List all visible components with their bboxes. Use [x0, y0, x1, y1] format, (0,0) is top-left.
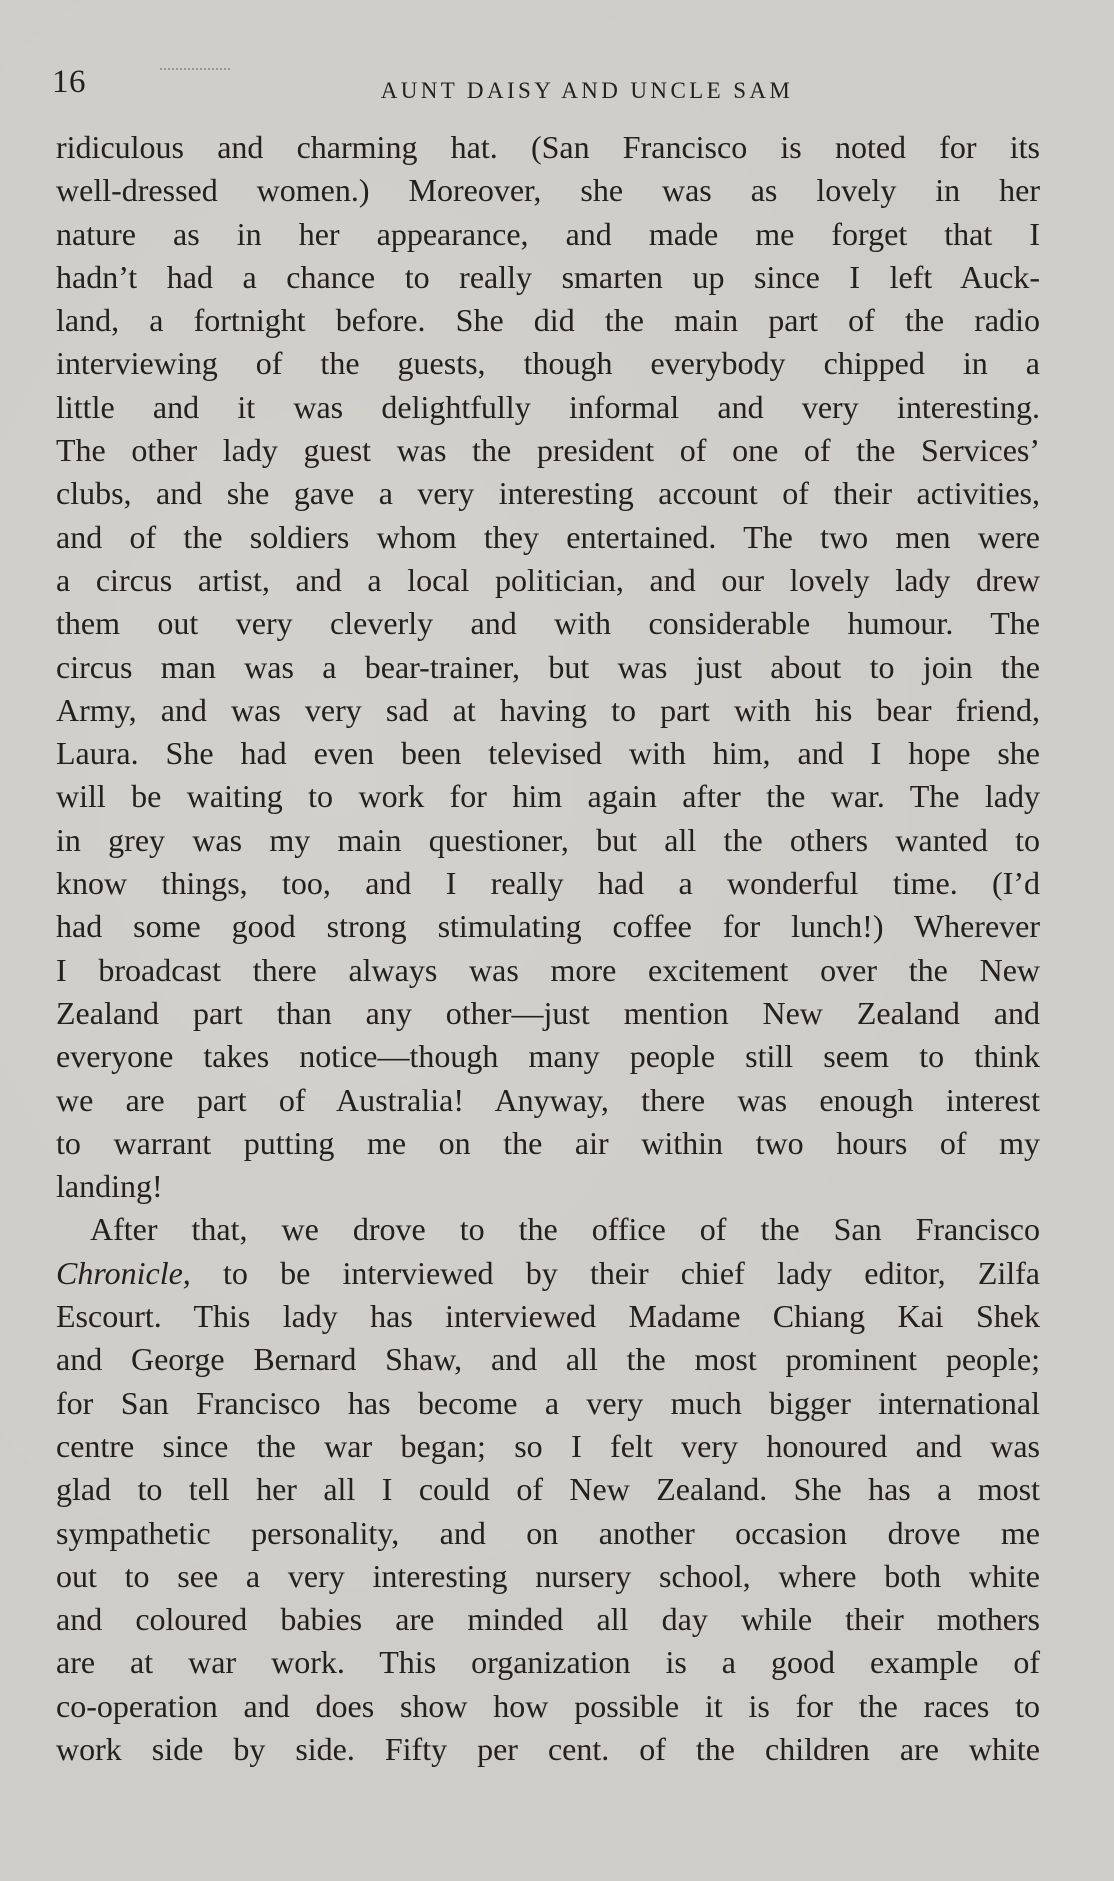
text-line: and of the soldiers whom they entertained. The two men were — [56, 518, 1040, 555]
text-line: had some good strong stimulating coffee for lunch!) Wherever — [56, 908, 1040, 945]
text-line: we are part of Australia! Anyway, there was enough interest — [56, 1081, 1040, 1118]
text-line: After that, we drove to the office of the San Francisco — [90, 1211, 1040, 1248]
print-smudge — [160, 68, 230, 78]
text-line: Laura. She had even been televised with him, and I hope she — [56, 735, 1040, 772]
text-line: Zealand part than any other—just mention New Zealand and — [56, 994, 1040, 1031]
page-number: 16 — [52, 64, 86, 100]
text-line: hadn’t had a chance to really smarten up since I left Auck- — [56, 258, 1040, 295]
text-line: ridiculous and charming hat. (San Francisco is noted for its — [56, 129, 1040, 165]
text-line: will be waiting to work for him again after the war. The lady — [56, 778, 1040, 815]
body-text — [56, 126, 1040, 1771]
text-line: to warrant putting me on the air within two hours of my — [56, 1124, 1040, 1161]
text-line: little and it was delightfully informal and very interesting. — [56, 388, 1040, 425]
text-line: them out very cleverly and with considerable humour. The — [56, 605, 1040, 642]
text-line: everyone takes notice—though many people still seem to think — [56, 1038, 1040, 1075]
text-line: work side by side. Fifty per cent. of the children are white — [56, 1730, 1040, 1767]
newspaper-title: Chronicle, — [56, 1254, 191, 1291]
text-line: land, a fortnight before. She did the main part of the radio — [56, 302, 1040, 339]
text-line: and George Bernard Shaw, and all the most prominent people; — [56, 1341, 1040, 1378]
text-line: for San Francisco has become a very much bigger international — [56, 1384, 1040, 1421]
text-line: and coloured babies are minded all day while their mothers — [56, 1601, 1040, 1638]
text-line: know things, too, and I really had a wonderful time. (I’d — [56, 865, 1040, 902]
text-line: The other lady guest was the president of one of the Services’ — [56, 432, 1040, 469]
text-line — [56, 1252, 1040, 1295]
text-line: clubs, and she gave a very interesting account of their activities, — [56, 475, 1040, 512]
text-fragment: to be interviewed by their chief lady editor, Zilfa — [190, 1254, 1040, 1291]
text-line: circus man was a bear-trainer, but was just about to join the — [56, 648, 1040, 685]
text-line: well-dressed women.) Moreover, she was as lovely in her — [56, 172, 1040, 209]
text-line: centre since the war began; so I felt very honoured and was — [56, 1427, 1040, 1464]
text-line: interviewing of the guests, though everybody chipped in a — [56, 345, 1040, 382]
text-line: co-operation and does show how possible it is for the races to — [56, 1687, 1040, 1724]
text-line: Army, and was very sad at having to part with his bear friend, — [56, 691, 1040, 728]
text-line: a circus artist, and a local politician, and our lovely lady drew — [56, 561, 1040, 598]
text-line: glad to tell her all I could of New Zealand. She has a most — [56, 1471, 1040, 1508]
page-header — [0, 64, 1114, 124]
text-line: are at war work. This organization is a good example of — [56, 1644, 1040, 1681]
text-line: nature as in her appearance, and made me forget that I — [56, 215, 1040, 252]
text-line: in grey was my main questioner, but all the others wanted to — [56, 821, 1040, 858]
text-line: Escourt. This lady has interviewed Madame Chiang Kai Shek — [56, 1298, 1040, 1335]
text-line: I broadcast there always was more excitement over the New — [56, 951, 1040, 988]
text-line: sympathetic personality, and on another occasion drove me — [56, 1514, 1040, 1551]
text-line: out to see a very interesting nursery school, where both white — [56, 1557, 1040, 1594]
text-line: landing! — [56, 1168, 163, 1205]
running-head: AUNT DAISY AND UNCLE SAM — [380, 78, 794, 103]
